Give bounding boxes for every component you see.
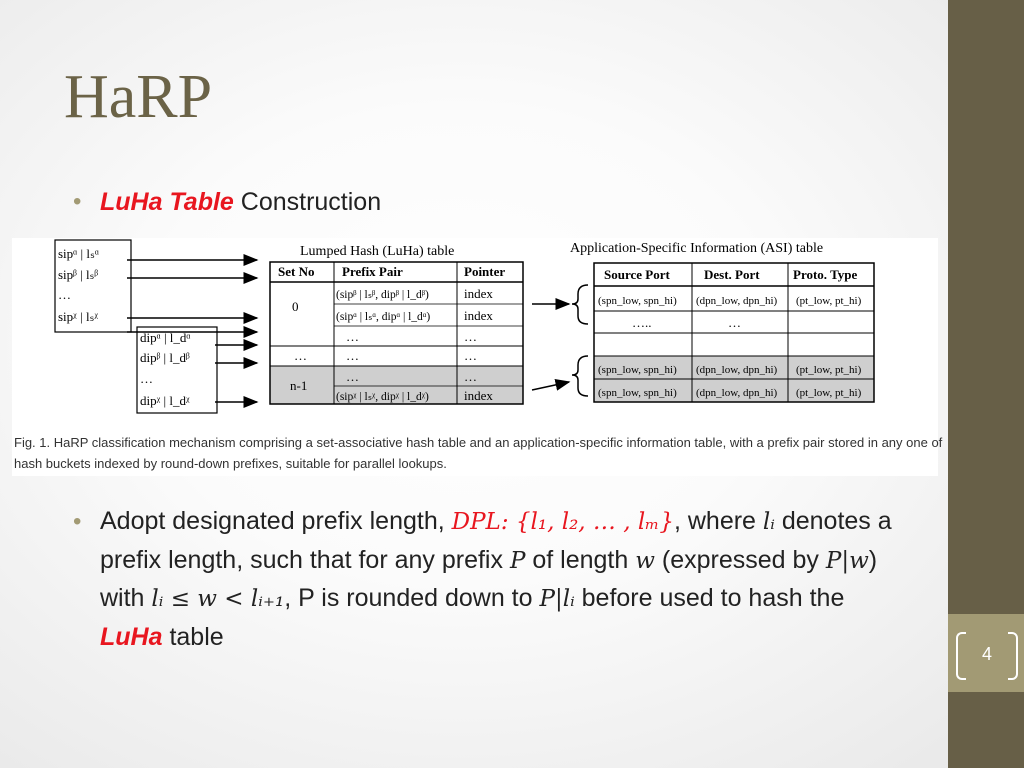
text-run: of length (525, 545, 636, 574)
dpl-symbol: DPL (451, 509, 501, 535)
luha-header: Set No (278, 264, 315, 279)
asi-table-title: Application-Specific Information (ASI) table (570, 241, 824, 256)
slide-title: HaRP (64, 63, 213, 131)
luha-prefix-pair: … (346, 329, 359, 344)
sip-input-label: … (58, 287, 71, 302)
asi-header: Proto. Type (793, 267, 858, 282)
math-inequality: lᵢ ≤ w < lᵢ₊₁ (151, 586, 285, 612)
asi-cell: (pt_low, pt_hi) (796, 364, 862, 376)
bullet-text: Construction (233, 188, 382, 216)
bullet-luha-construction (73, 188, 382, 217)
luha-set-no: 0 (292, 299, 299, 314)
brace (572, 285, 588, 324)
luha-pointer: … (464, 348, 477, 363)
luha-set-no: … (294, 348, 307, 363)
sip-input-label: sipᵅ | lₛᵅ (58, 246, 99, 261)
dip-input-label: dipᵅ | l_dᵅ (140, 330, 191, 345)
page-number: 4 (981, 644, 992, 664)
text-run: Adopt designated prefix length, (100, 507, 452, 535)
bullet-dot: • (73, 188, 82, 215)
asi-cell: (dpn_low, dpn_hi) (696, 295, 778, 307)
luha-pointer: index (464, 286, 493, 301)
page-number-badge (956, 632, 1018, 676)
text-run: , where (673, 507, 763, 535)
text-run: table (162, 622, 224, 651)
brace (572, 356, 588, 396)
text-run: before used to hash the (574, 584, 845, 612)
asi-header: Source Port (604, 267, 670, 282)
luha-header: Prefix Pair (342, 264, 403, 279)
luha-prefix-pair: (sipᵝ | lₛᵝ, dipᵝ | l_dᵝ) (336, 289, 429, 301)
asi-cell: (pt_low, pt_hi) (796, 295, 862, 307)
sip-input-label: sipᵝ | lₛᵝ (58, 267, 99, 282)
text-run: ) with (100, 545, 878, 612)
math-li: lᵢ (762, 509, 775, 535)
luha-set-no: n-1 (290, 378, 308, 393)
luha-prefix-pair: (sipᵡ | lₛᵡ, dipᵡ | l_dᵡ) (336, 391, 429, 403)
asi-cell: (pt_low, pt_hi) (796, 387, 862, 399)
math-w: w (635, 547, 655, 574)
asi-header: Dest. Port (704, 267, 760, 282)
figure-caption: Fig. 1. HaRP classification mechanism comprising a set-associative hash table and an application-specific information table, with a prefix pair stored in any one of hash buckets indexed by round-down prefixes, suitable for parallel lookups. (14, 435, 943, 471)
bullet-dpl-description (73, 503, 900, 656)
math-Pw: P|w (825, 547, 869, 574)
dip-input-label: … (140, 371, 153, 386)
asi-cell: (dpn_low, dpn_hi) (696, 387, 778, 399)
luha-table-highlight: LuHa Table (100, 188, 234, 216)
math-P: P (509, 547, 526, 574)
luha-pointer: … (464, 369, 477, 384)
luha-prefix-pair: (sipᵅ | lₛᵅ, dipᵅ | l_dᵅ) (336, 311, 431, 323)
luha-pointer: index (464, 308, 493, 323)
math-Pli: P|lᵢ (539, 586, 575, 612)
luha-highlight: LuHa (100, 622, 163, 651)
text-run: , P is rounded down to (284, 584, 540, 612)
bullet-dot: • (73, 508, 82, 535)
asi-cell: … (728, 315, 741, 330)
luha-prefix-pair: … (346, 348, 359, 363)
luha-pointer: index (464, 388, 493, 403)
arrow (532, 382, 569, 390)
dip-input-label: dipᵝ | l_dᵝ (140, 350, 190, 365)
dip-input-label: dipᵡ | l_dᵡ (140, 393, 190, 408)
asi-cell: (spn_low, spn_hi) (598, 387, 677, 399)
luha-table-title: Lumped Hash (LuHa) table (300, 244, 455, 259)
text-run: (expressed by (654, 545, 826, 574)
luha-pointer: … (464, 329, 477, 344)
luha-prefix-pair: … (346, 369, 359, 384)
asi-cell: (spn_low, spn_hi) (598, 364, 677, 376)
asi-cell: (dpn_low, dpn_hi) (696, 364, 778, 376)
text-run: denotes a prefix length, such that for any prefix (100, 507, 892, 574)
dpl-set: : {l₁, l₂, … , lₘ} (500, 509, 674, 535)
luha-header: Pointer (464, 264, 506, 279)
asi-cell: ….. (632, 315, 652, 330)
asi-cell: (spn_low, spn_hi) (598, 295, 677, 307)
sip-input-label: sipᵡ | lₛᵡ (58, 309, 99, 324)
